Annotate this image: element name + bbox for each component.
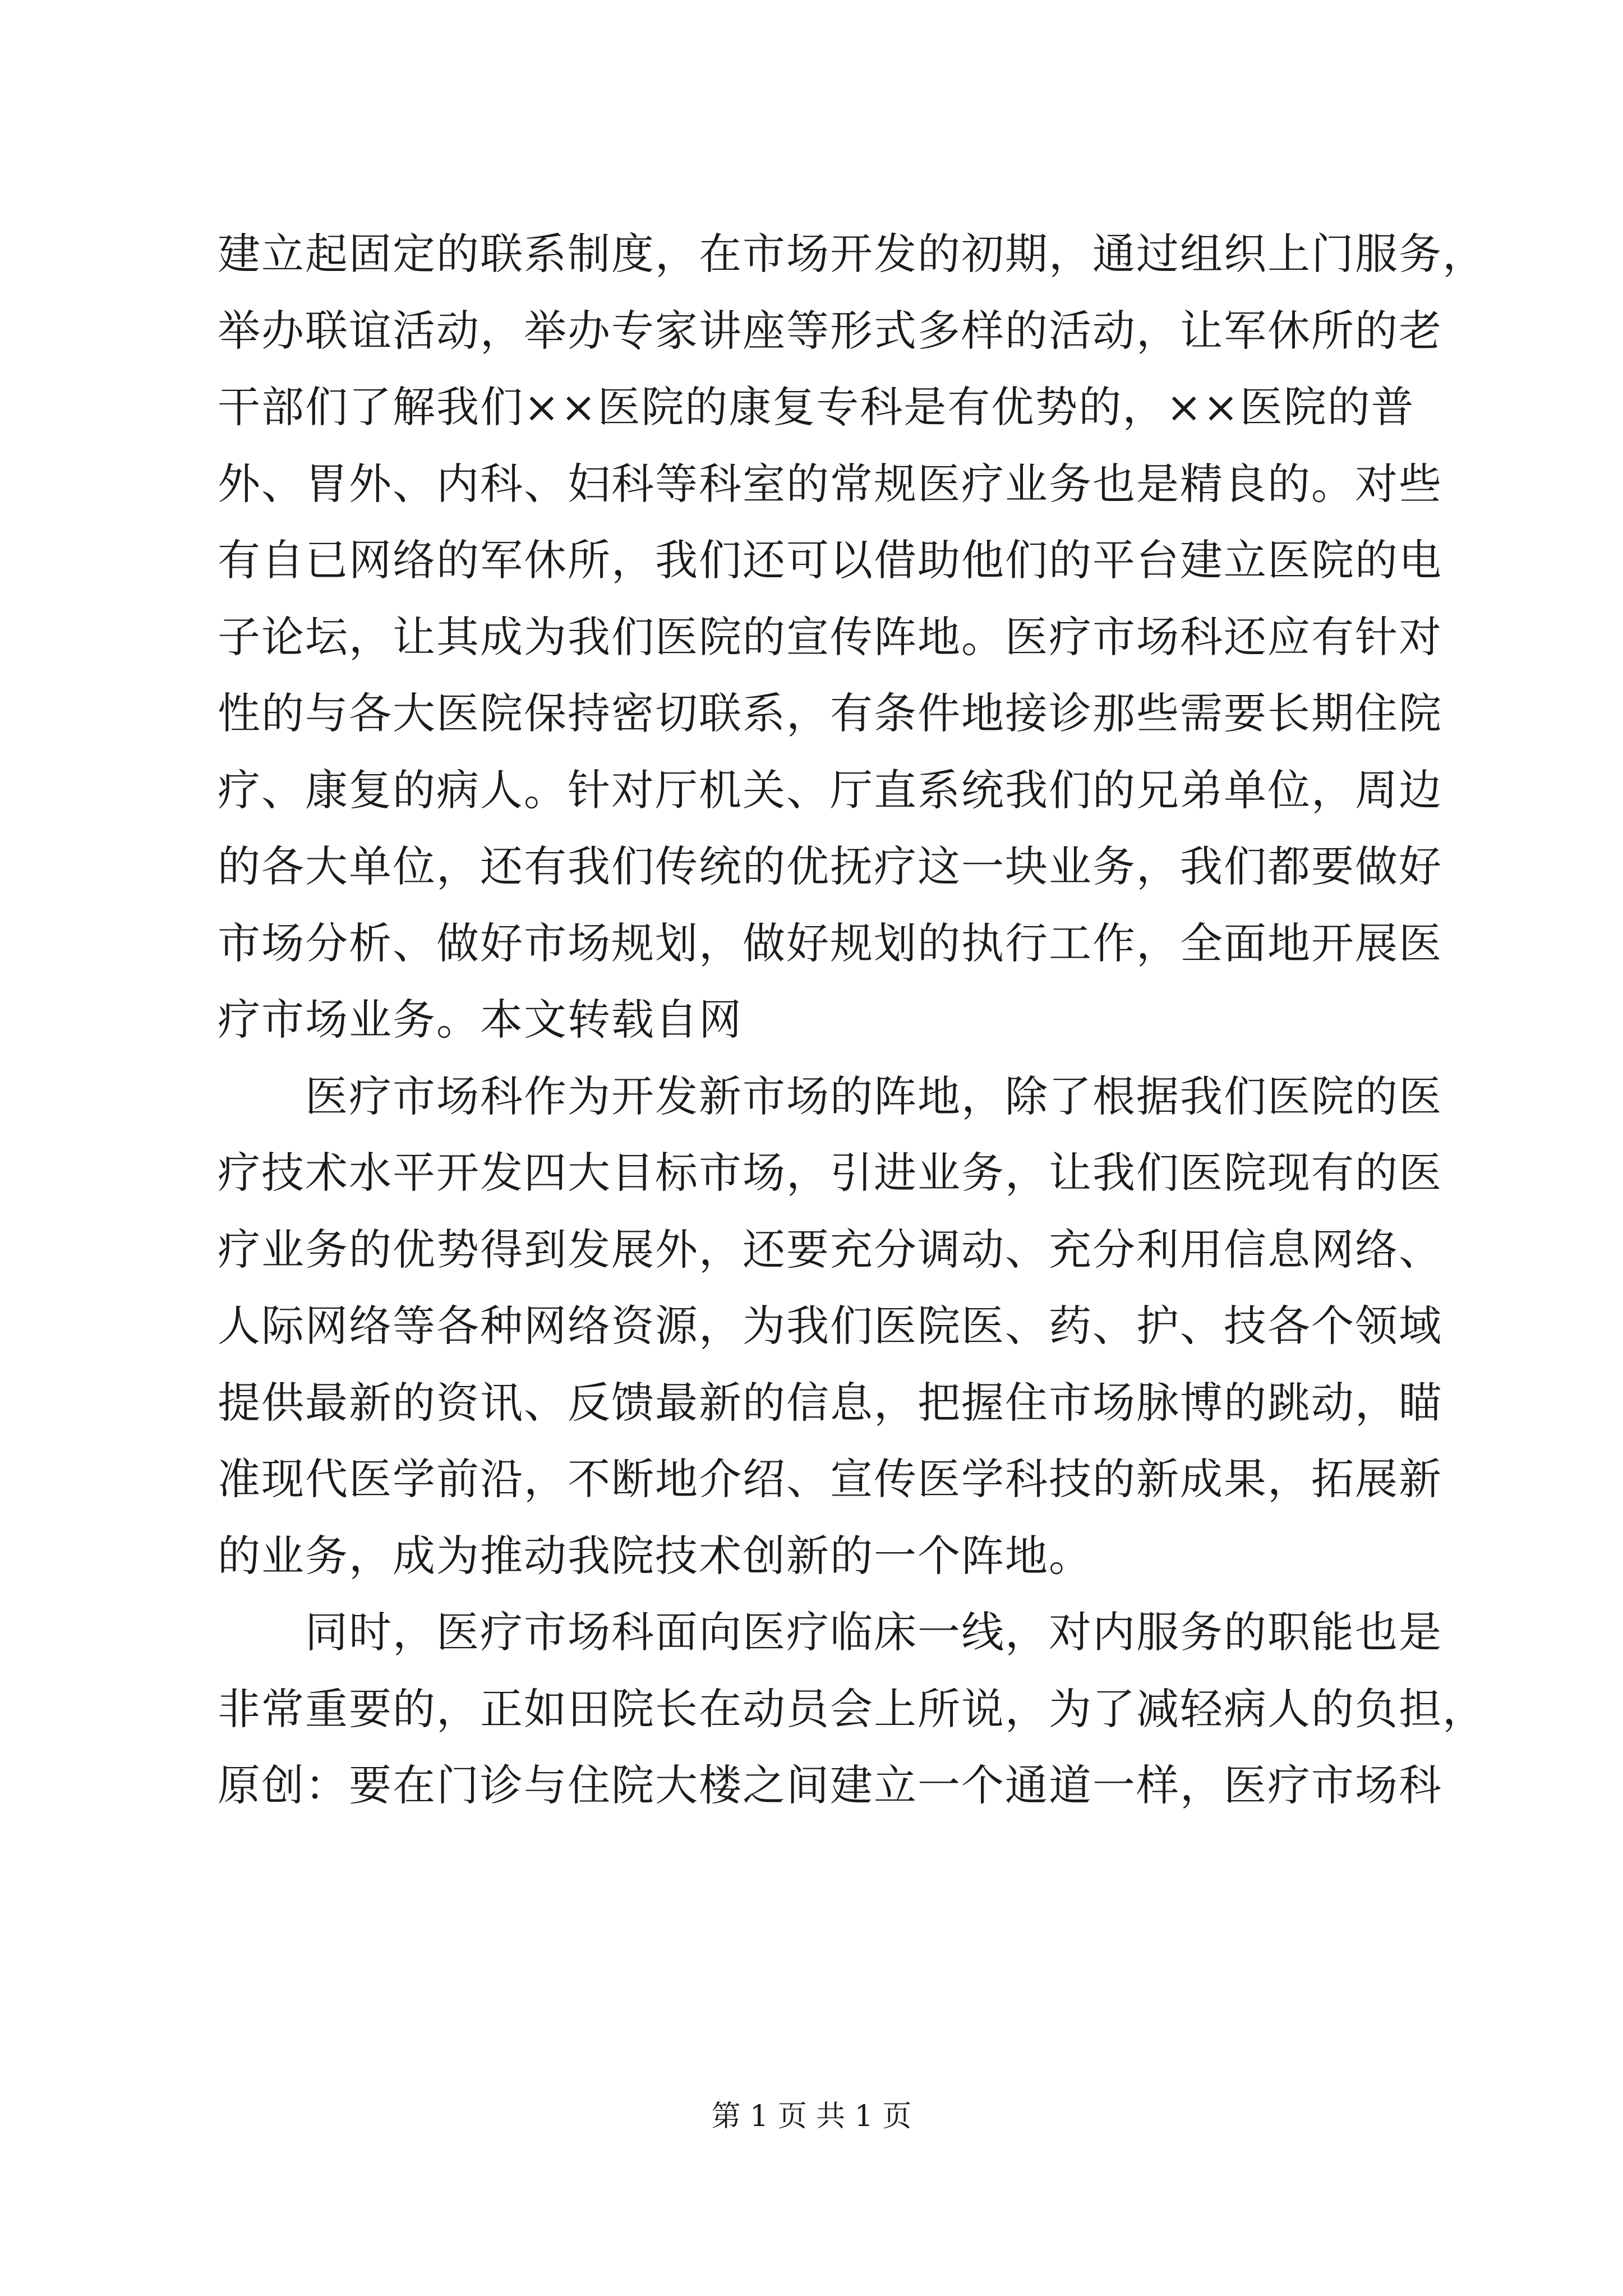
page-footer: 第 1 页 共 1 页 <box>711 2100 912 2133</box>
document-body <box>218 216 1486 1824</box>
text-line: 外、胃外、内科、妇科等科室的常规医疗业务也是精良的。对些 <box>218 458 1442 509</box>
text-line: 人际网络等各种网络资源，为我们医院医、药、护、技各个领域 <box>218 1301 1442 1351</box>
text-line: 子论坛，让其成为我们医院的宣传阵地。医疗市场科还应有针对 <box>218 611 1442 662</box>
text-line: 同时，医疗市场科面向医疗临床一线，对内服务的职能也是 <box>218 1607 1442 1657</box>
text-line: 疗市场业务。本文转载自网 <box>218 995 743 1045</box>
text-line: 准现代医学前沿，不断地介绍、宣传医学科技的新成果，拓展新 <box>218 1454 1442 1504</box>
text-line: 疗、康复的病人。针对厅机关、厅直系统我们的兄弟单位，周边 <box>218 765 1442 815</box>
text-line: 疗业务的优势得到发展外，还要充分调动、充分利用信息网络、 <box>218 1224 1442 1274</box>
text-line: 建立起固定的联系制度，在市场开发的初期，通过组织上门服务， <box>218 229 1486 279</box>
text-line: 性的与各大医院保持密切联系，有条件地接诊那些需要长期住院 <box>218 688 1442 738</box>
text-line: 非常重要的，正如田院长在动员会上所说，为了减轻病人的负担， <box>218 1683 1486 1734</box>
text-line: 原创：要在门诊与住院大楼之间建立一个通道一样，医疗市场科 <box>218 1760 1442 1810</box>
text-line: 的各大单位，还有我们传统的优抚疗这一块业务，我们都要做好 <box>218 841 1442 891</box>
text-line: 举办联谊活动，举办专家讲座等形式多样的活动，让军休所的老 <box>218 305 1442 356</box>
text-line: 提供最新的资讯、反馈最新的信息，把握住市场脉博的跳动，瞄 <box>218 1377 1442 1428</box>
text-line: 医疗市场科作为开发新市场的阵地，除了根据我们医院的医 <box>218 1071 1442 1121</box>
text-line: 有自已网络的军休所，我们还可以借助他们的平台建立医院的电 <box>218 535 1442 585</box>
text-line: 市场分析、做好市场规划，做好规划的执行工作，全面地开展医 <box>218 918 1442 968</box>
text-line: 疗技术水平开发四大目标市场，引进业务，让我们医院现有的医 <box>218 1148 1442 1198</box>
text-line: 的业务，成为推动我院技术创新的一个阵地。 <box>218 1530 1092 1581</box>
text-line: 干部们了解我们××医院的康复专科是有优势的，××医院的普 <box>218 382 1415 432</box>
